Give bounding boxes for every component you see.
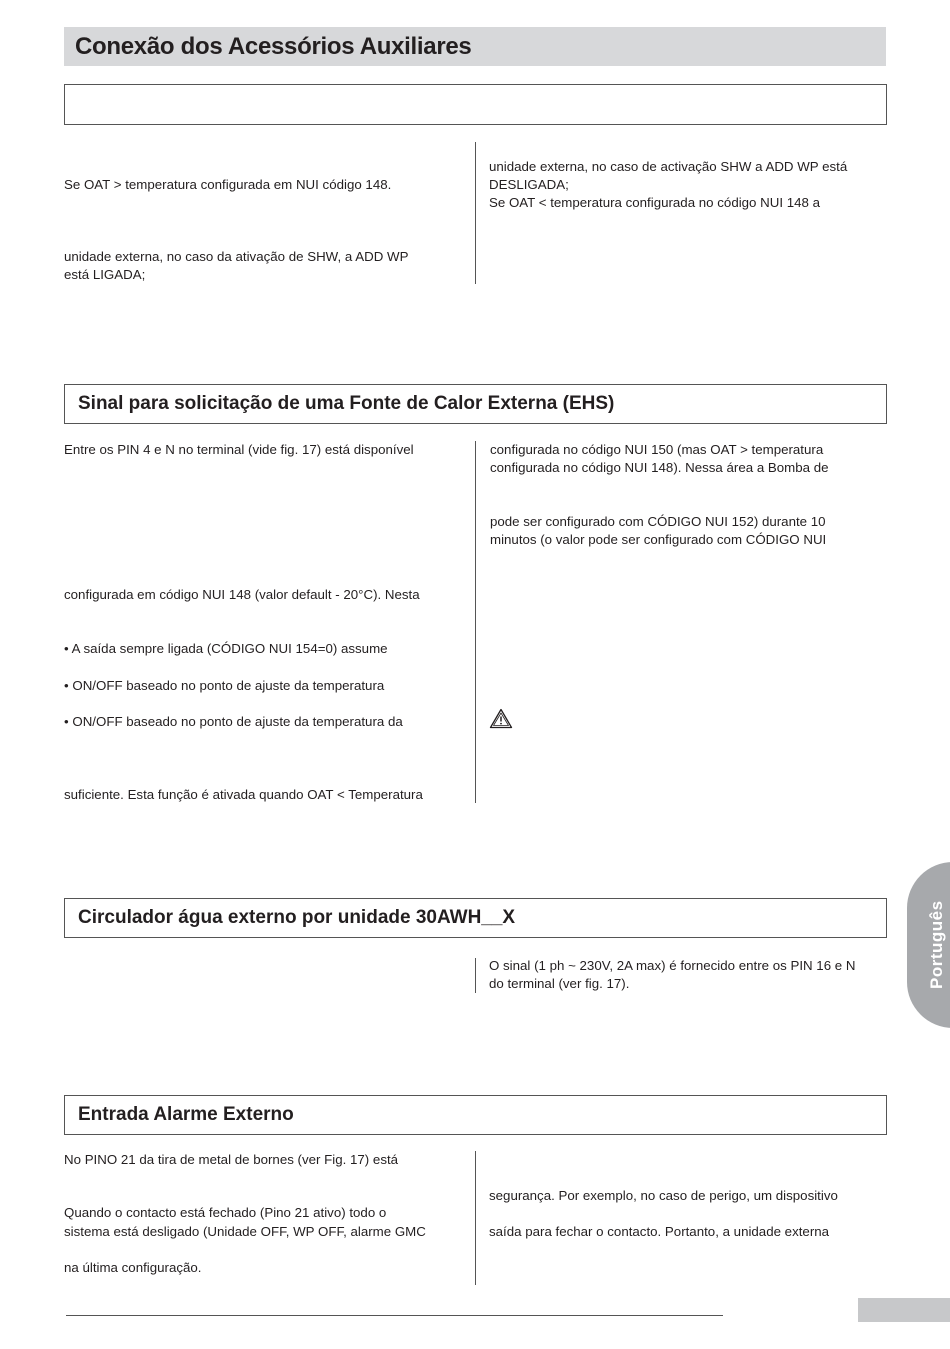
warning-triangle-icon [489, 708, 513, 729]
section-heading-alarme: Entrada Alarme Externo [64, 1095, 887, 1135]
s3-left-line-1: No PINO 21 da tira de metal de bornes (ver Fig. 17) está [64, 1152, 399, 1167]
column-divider [475, 1151, 476, 1285]
s1-left-line-3: • A saída sempre ligada (CÓDIGO NUI 154=0) assume [64, 641, 388, 656]
s1-left-line-1: Entre os PIN 4 e N no terminal (vide fig. 17) está disponível [64, 442, 414, 457]
s1-left-line-6: suficiente. Esta função é ativada quando OAT < Temperatura [64, 787, 423, 802]
s0-left-line-3: está LIGADA; [64, 267, 146, 282]
section-heading-ehs: Sinal para solicitação de uma Fonte de Calor Externa (EHS) [64, 384, 887, 424]
s3-left-line-3: sistema está desligado (Unidade OFF, WP OFF, alarme GMC [64, 1224, 426, 1239]
s3-left-line-2: Quando o contacto está fechado (Pino 21 ativo) todo o [64, 1205, 387, 1220]
s0-right-line-1: unidade externa, no caso de activação SHW a ADD WP está [489, 159, 848, 174]
s0-right-line-3: Se OAT < temperatura configurada no código NUI 148 a [489, 195, 821, 210]
s1-right-line-1: configurada no código NUI 150 (mas OAT > temperatura [490, 442, 824, 457]
footer-rule [66, 1315, 723, 1316]
s2-right-line-2: do terminal (ver fig. 17). [489, 976, 630, 991]
s1-right-line-2: configurada no código NUI 148). Nessa área a Bomba de [490, 460, 829, 475]
column-divider [475, 441, 476, 803]
language-tab-label: Português [927, 900, 946, 990]
s1-left-line-5: • ON/OFF baseado no ponto de ajuste da temperatura da [64, 714, 403, 729]
s3-right-line-1: segurança. Por exemplo, no caso de perigo, um dispositivo [489, 1188, 838, 1203]
section-header-empty [64, 84, 887, 125]
column-divider [475, 958, 476, 993]
s1-left-line-4: • ON/OFF baseado no ponto de ajuste da temperatura [64, 678, 385, 693]
s1-right-line-3: pode ser configurado com CÓDIGO NUI 152) durante 10 [490, 514, 826, 529]
page-title: Conexão dos Acessórios Auxiliares [64, 27, 886, 66]
s0-left-line-1: Se OAT > temperatura configurada em NUI código 148. [64, 177, 392, 192]
s1-left-line-2: configurada em código NUI 148 (valor default - 20°C). Nesta [64, 587, 420, 602]
s3-right-line-2: saída para fechar o contacto. Portanto, a unidade externa [489, 1224, 830, 1239]
s0-left-line-2: unidade externa, no caso da ativação de SHW, a ADD WP [64, 249, 409, 264]
page-number-box [858, 1298, 950, 1322]
s1-right-line-4: minutos (o valor pode ser configurado com CÓDIGO NUI [490, 532, 827, 547]
s2-right-line-1: O sinal (1 ph ~ 230V, 2A max) é fornecido entre os PIN 16 e N [489, 958, 856, 973]
column-divider [475, 142, 476, 284]
s0-right-line-2: DESLIGADA; [489, 177, 569, 192]
section-heading-circulador: Circulador água externo por unidade 30AWH__X [64, 898, 887, 938]
s3-left-line-4: na última configuração. [64, 1260, 202, 1275]
